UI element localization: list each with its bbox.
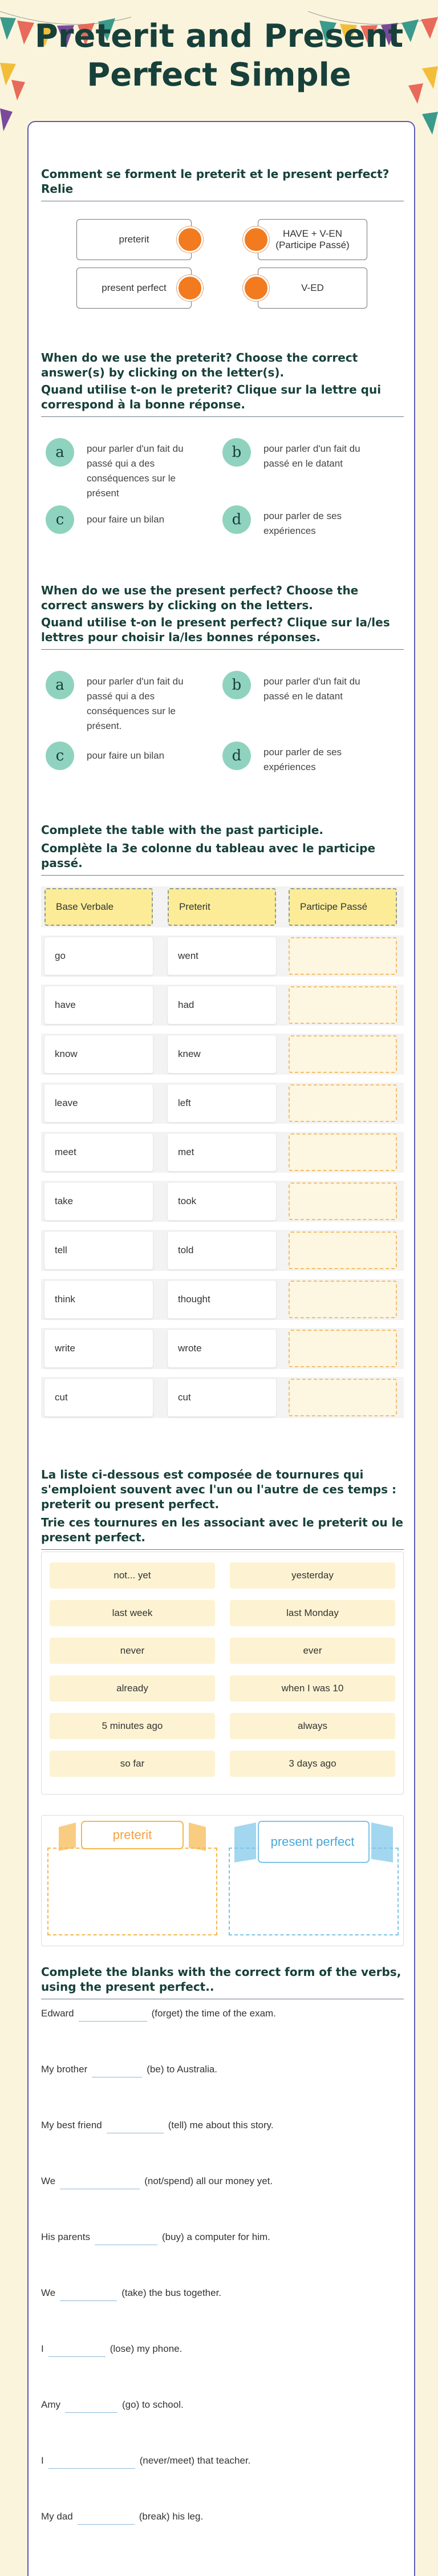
sortable-tile[interactable]: already <box>50 1675 215 1702</box>
blank-sentence <box>41 2229 270 2245</box>
blank-sentence <box>41 2285 221 2301</box>
preterit-usage-section <box>41 350 404 544</box>
sentence-end: (lose) my phone. <box>110 2343 182 2354</box>
base-verb-cell: leave <box>44 1084 153 1122</box>
base-verb-cell: write <box>44 1330 153 1367</box>
participle-input[interactable] <box>289 1035 397 1073</box>
bucket-label-present-perfect: present perfect <box>270 1834 355 1849</box>
choice-text: pour parler d'un fait du passé qui a des conséquences sur le présent. <box>87 676 184 731</box>
blank-input[interactable] <box>107 2121 164 2133</box>
choice-text: pour parler de ses expériences <box>263 511 342 536</box>
preterit-cell: met <box>168 1133 276 1171</box>
sorting-section <box>41 1467 404 1935</box>
participle-input[interactable] <box>289 1330 397 1367</box>
matching-section <box>41 167 404 315</box>
divider <box>41 875 404 876</box>
choice-letter[interactable]: a <box>46 671 74 699</box>
choice-text: pour faire un bilan <box>87 514 165 525</box>
sentence-start: My best friend <box>41 2120 102 2131</box>
sortable-tile[interactable]: so far <box>50 1751 215 1777</box>
preterit-question-fr: Quand utilise t-on le preterit? Clique sur la lettre qui correspond à la bonne réponse. <box>41 383 382 411</box>
sortable-tile[interactable]: when I was 10 <box>230 1675 395 1702</box>
blank-sentence <box>41 2117 274 2133</box>
sentence-start: We <box>41 2287 56 2298</box>
preterit-cell: cut <box>168 1379 276 1416</box>
choice-letter[interactable]: d <box>222 742 251 770</box>
preterit-cell: had <box>168 986 276 1024</box>
preterit-question-en: When do we use the preterit? Choose the correct answer(s) by clicking on the letter(s). <box>41 351 358 379</box>
sentence-start: Edward <box>41 2008 74 2019</box>
base-verb-cell: go <box>44 937 153 975</box>
fill-blanks-section <box>41 1965 404 2563</box>
sentence-start: Amy <box>41 2399 60 2410</box>
preterit-cell: left <box>168 1084 276 1122</box>
blank-input[interactable] <box>65 2400 117 2413</box>
blank-sentence <box>41 2453 250 2469</box>
sentence-start: I <box>41 2343 44 2354</box>
participle-input[interactable] <box>289 1133 397 1171</box>
match-item-have-ven[interactable]: HAVE + V-EN (Participe Passé) <box>258 219 367 260</box>
sortable-tile[interactable]: last Monday <box>230 1600 395 1626</box>
base-verb-cell: cut <box>44 1379 153 1416</box>
match-dot[interactable] <box>177 226 203 253</box>
sentence-end: (take) the bus together. <box>121 2287 222 2298</box>
sortable-tile[interactable]: 5 minutes ago <box>50 1713 215 1739</box>
choice-letter[interactable]: b <box>222 671 251 699</box>
bucket-label-preterit: preterit <box>112 1828 152 1842</box>
match-item-preterit[interactable]: preterit <box>76 219 192 260</box>
sentence-end: (forget) the time of the exam. <box>151 2008 276 2019</box>
base-verb-cell: tell <box>44 1232 153 1269</box>
preterit-cell: knew <box>168 1035 276 1073</box>
verb-table <box>41 886 404 1403</box>
present-perfect-question-en: When do we use the present perfect? Choose the correct answers by clicking on the letters. <box>41 584 359 612</box>
preterit-cell: told <box>168 1232 276 1269</box>
blank-sentence <box>41 2397 184 2413</box>
blank-input[interactable] <box>60 2289 117 2301</box>
sortable-tile[interactable]: not... yet <box>50 1562 215 1589</box>
choice-letter[interactable]: a <box>46 438 74 467</box>
choice-text: pour parler de ses expériences <box>263 747 342 772</box>
choice-text: pour parler d'un fait du passé qui a des conséquences sur le présent <box>87 443 184 499</box>
choice-text: pour parler d'un fait du passé en le datant <box>263 443 360 469</box>
preterit-cell: thought <box>168 1281 276 1318</box>
match-dot[interactable] <box>243 226 269 253</box>
base-verb-cell: take <box>44 1182 153 1220</box>
buckets-area <box>41 1815 404 1946</box>
choice-letter[interactable]: c <box>46 505 74 534</box>
blank-input[interactable] <box>92 2065 142 2077</box>
worksheet-card <box>27 121 415 2576</box>
preterit-cell: went <box>168 937 276 975</box>
sortable-tile[interactable]: 3 days ago <box>230 1751 395 1777</box>
base-verb-cell: think <box>44 1281 153 1318</box>
table-question-fr: Complète la 3e colonne du tableau avec le participe passé. <box>41 841 376 870</box>
blanks-instruction: Complete the blanks with the correct form of the verbs, using the present perfect.. <box>41 1965 402 1994</box>
participle-input[interactable] <box>289 937 397 975</box>
sorting-instruction-2: Trie ces tournures en les associant avec le preterit ou le present perfect. <box>41 1516 403 1544</box>
sortable-tile[interactable]: last week <box>50 1600 215 1626</box>
page-title: Preterit and Present Perfect Simple <box>34 18 404 94</box>
blank-sentence <box>41 2509 203 2525</box>
sentence-end: (never/meet) that teacher. <box>139 2455 251 2466</box>
blank-sentence <box>41 2341 182 2357</box>
participle-input[interactable] <box>289 1379 397 1416</box>
blank-input[interactable] <box>60 2177 140 2189</box>
match-dot[interactable] <box>243 275 269 301</box>
base-verb-cell: know <box>44 1035 153 1073</box>
sortable-tile[interactable]: ever <box>230 1638 395 1664</box>
participle-table-section <box>41 823 404 1421</box>
present-perfect-usage-section <box>41 583 404 783</box>
header-preterit: Preterit <box>168 888 276 926</box>
participle-input[interactable] <box>289 1182 397 1220</box>
blank-sentence <box>41 2061 217 2077</box>
blank-sentence <box>41 2006 276 2022</box>
match-item-present-perfect[interactable]: present perfect <box>76 268 192 309</box>
choice-letter[interactable]: d <box>222 505 251 534</box>
base-verb-cell: meet <box>44 1133 153 1171</box>
preterit-cell: wrote <box>168 1330 276 1367</box>
present-perfect-question-fr: Quand utilise t-on le present perfect? Clique sur la/les lettres pour choisir la/les bonnes réponses. <box>41 615 390 644</box>
participle-input[interactable] <box>289 1084 397 1122</box>
choice-text: pour parler d'un fait du passé en le datant <box>263 676 360 702</box>
sortable-tile[interactable]: never <box>50 1638 215 1664</box>
participle-input[interactable] <box>289 1232 397 1269</box>
sentence-start: My dad <box>41 2511 73 2522</box>
blank-sentence <box>41 2173 273 2189</box>
sortable-tile[interactable]: always <box>230 1713 395 1739</box>
matching-title: Comment se forment le preterit et le present perfect? Relie <box>41 167 390 196</box>
sentence-start: My brother <box>41 2064 88 2075</box>
participle-input[interactable] <box>289 986 397 1024</box>
blank-input[interactable] <box>48 2456 135 2469</box>
divider <box>41 649 404 650</box>
blank-input[interactable] <box>79 2009 147 2022</box>
sortable-tile[interactable]: yesterday <box>230 1562 395 1589</box>
sentence-start: I <box>41 2455 44 2466</box>
match-item-ved[interactable]: V-ED <box>258 268 367 309</box>
sentence-end: (buy) a computer for him. <box>161 2231 270 2242</box>
sentence-start: His parents <box>41 2231 90 2242</box>
blanks-list <box>41 2006 404 2553</box>
sentence-end: (go) to school. <box>122 2399 184 2410</box>
sentence-start: We <box>41 2176 56 2186</box>
header-base-verbale: Base Verbale <box>44 888 153 926</box>
base-verb-cell: have <box>44 986 153 1024</box>
preterit-cell: took <box>168 1182 276 1220</box>
choice-text: pour faire un bilan <box>87 750 165 761</box>
participle-input[interactable] <box>289 1281 397 1318</box>
sentence-end: (break) his leg. <box>139 2511 204 2522</box>
blank-input[interactable] <box>48 2344 106 2357</box>
sentence-end: (be) to Australia. <box>147 2064 218 2075</box>
divider <box>41 1549 404 1550</box>
tile-pool <box>41 1552 404 1795</box>
tile-grid <box>42 1552 404 1795</box>
sorting-instruction-1: La liste ci-dessous est composée de tournures qui s'emploient souvent avec l'un ou l'autre de ces temps : preterit ou present perfect. <box>41 1468 396 1511</box>
match-dot[interactable] <box>177 275 203 301</box>
sentence-end: (not/spend) all our money yet. <box>144 2176 273 2186</box>
blank-input[interactable] <box>95 2233 157 2245</box>
blank-input[interactable] <box>78 2512 135 2525</box>
choice-letter[interactable]: b <box>222 438 251 467</box>
header-participe-passe: Participe Passé <box>289 888 397 926</box>
choice-letter[interactable]: c <box>46 742 74 770</box>
sentence-end: (tell) me about this story. <box>168 2120 274 2131</box>
divider <box>41 416 404 417</box>
table-question-en: Complete the table with the past participle. <box>41 823 323 837</box>
